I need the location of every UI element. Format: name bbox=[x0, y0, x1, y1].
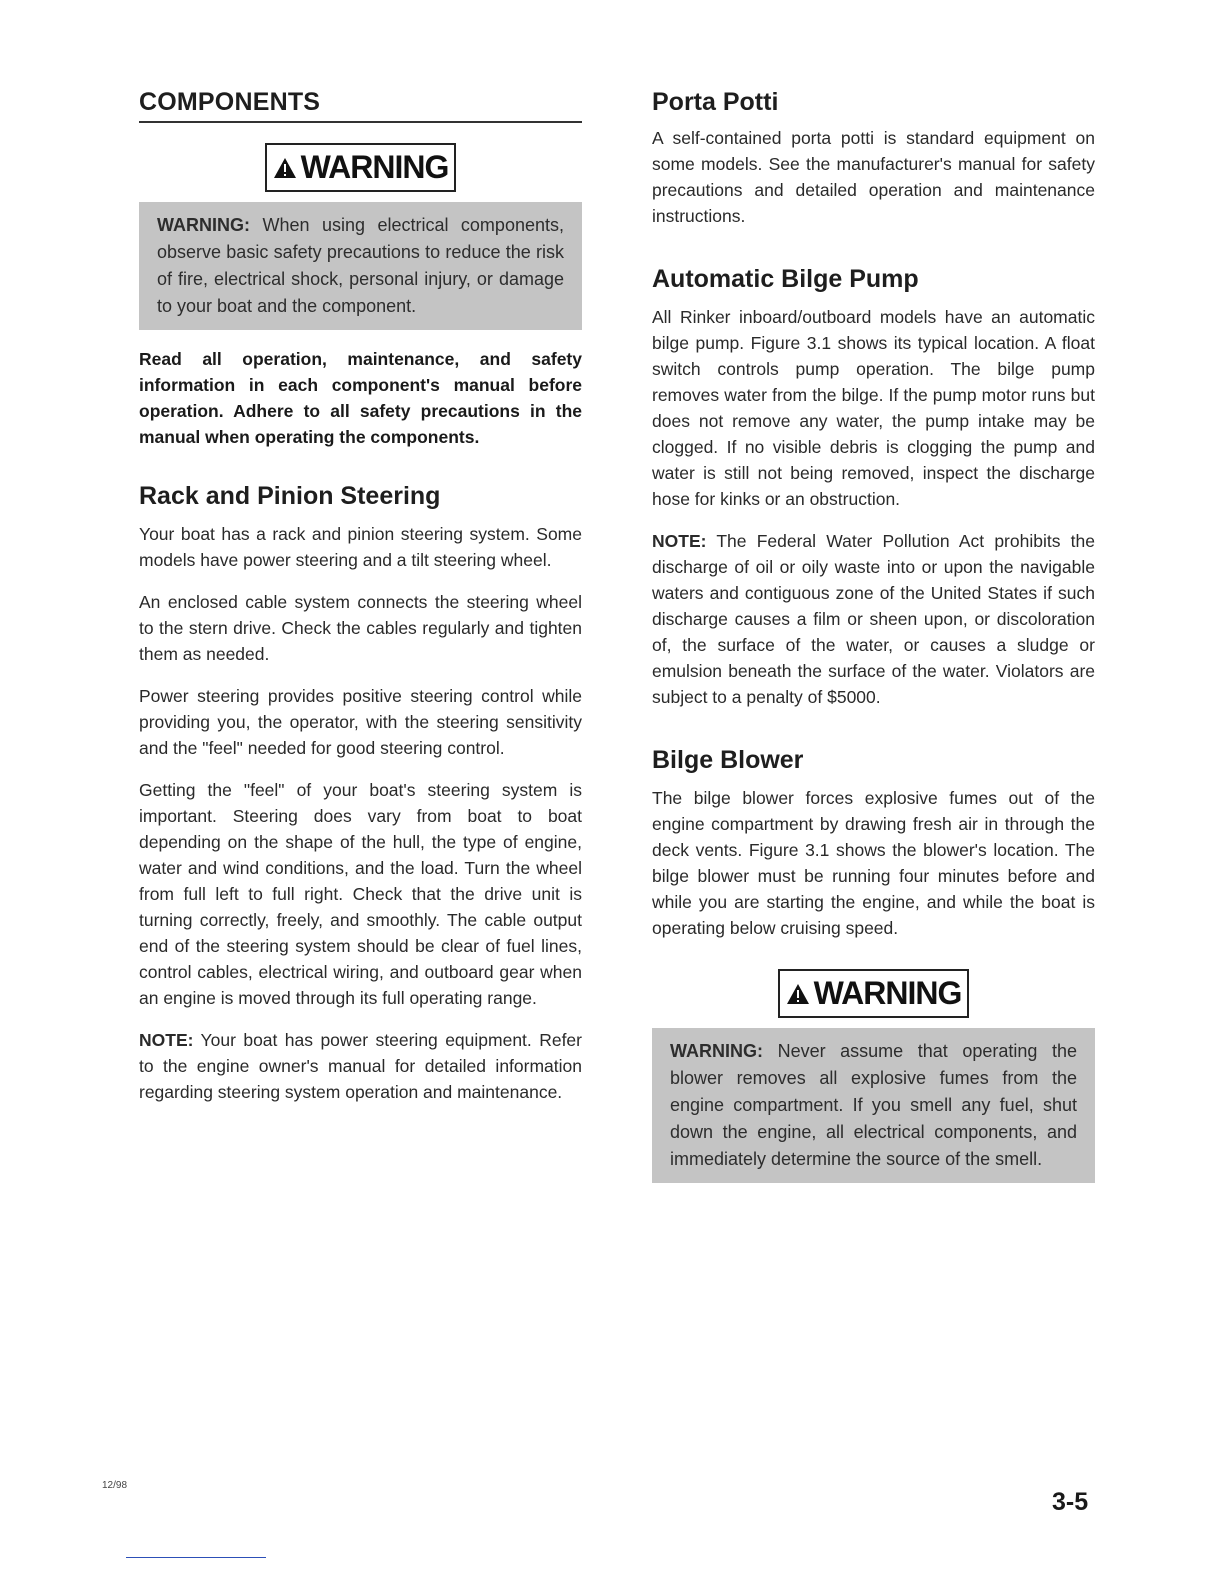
bilge-pump-paragraph: All Rinker inboard/outboard models have an automatic bilge pump. Figure 3.1 shows its typical location. A float switch controls pump operation. The bilge pump removes water from the bilge. If the pump motor runs but does not remove any water, the pump intake may be clogged. If no visible debris is clogging the pump and water is still not being removed, inspect the discharge hose for kinks or an obstruction. bbox=[652, 307, 1095, 509]
warning-badge-row bbox=[652, 969, 1095, 1018]
bottom-rule bbox=[126, 1557, 266, 1558]
rack-pinion-heading: Rack and Pinion Steering bbox=[139, 482, 441, 510]
warning-text: Never assume that operating the blower removes all explosive fumes from the engine compartment. If you smell any fuel, shut down the engine, all electrical components, and immediately determine the source of the smell. bbox=[670, 1041, 1077, 1169]
rack-pinion-paragraph: An enclosed cable system connects the steering wheel to the stern drive. Check the cables regularly and tighten them as needed. bbox=[139, 592, 582, 664]
note-text: Your boat has power steering equipment. Refer to the engine owner's manual for detailed information regarding steering system operation and maintenance. bbox=[139, 1030, 582, 1102]
warning-label: WARNING: bbox=[670, 1041, 763, 1061]
porta-potti-heading: Porta Potti bbox=[652, 88, 779, 116]
steering-note bbox=[139, 1027, 582, 1105]
rack-pinion-paragraph: Your boat has a rack and pinion steering system. Some models have power steering and a tilt steering wheel. bbox=[139, 524, 582, 570]
rack-pinion-paragraph: Getting the "feel" of your boat's steering system is important. Steering does vary from boat to boat depending on the shape of the hull, the type of engine, water and wind conditions, and the load. Turn the wheel from full left to full right. Check that the drive unit is turning correctly, freely, and smoothly. The cable output end of the steering system should be clear of fuel lines, control cables, electrical wiring, and outboard gear when an engine is moved through its full operating range. bbox=[139, 780, 582, 1008]
pollution-note bbox=[652, 528, 1095, 710]
right-column bbox=[652, 88, 1095, 1183]
warning-label: WARNING: bbox=[157, 215, 250, 235]
warning-text: When using electrical components, observe basic safety precautions to reduce the risk of fire, electrical shock, personal injury, or damage to your boat and the component. bbox=[157, 215, 564, 316]
warning-badge-row bbox=[139, 143, 582, 192]
lead-paragraph: Read all operation, maintenance, and safety information in each component's manual before operation. Adhere to all safety precautions in the manual when operating the components. bbox=[139, 349, 582, 447]
note-label: NOTE: bbox=[139, 1030, 194, 1050]
warning-badge bbox=[265, 143, 457, 192]
warning-box bbox=[652, 1028, 1095, 1183]
bilge-pump-heading: Automatic Bilge Pump bbox=[652, 265, 919, 293]
warning-triangle-icon bbox=[273, 157, 297, 179]
warning-box bbox=[139, 202, 582, 330]
bilge-blower-heading: Bilge Blower bbox=[652, 746, 804, 774]
warning-badge-text: WARNING bbox=[300, 149, 449, 185]
left-column bbox=[139, 88, 582, 1121]
revision-date: 12/98 bbox=[102, 1480, 128, 1491]
rack-pinion-paragraph: Power steering provides positive steering control while providing you, the operator, with the steering sensitivity and the "feel" needed for good steering control. bbox=[139, 686, 582, 758]
warning-badge bbox=[778, 969, 970, 1018]
note-label: NOTE: bbox=[652, 531, 707, 551]
bilge-blower-paragraph: The bilge blower forces explosive fumes out of the engine compartment by drawing fresh air in through the deck vents. Figure 3.1 shows the blower's location. The bilge blower must be running four minutes before and while you are starting the engine, and while the boat is operating below cruising speed. bbox=[652, 788, 1095, 938]
page-number: 3-5 bbox=[1052, 1488, 1089, 1516]
warning-triangle-icon bbox=[786, 983, 810, 1005]
note-text: The Federal Water Pollution Act prohibits the discharge of oil or oily waste into or upon the navigable waters and contiguous zone of the United States if such discharge causes a film or sheen upon, or discoloration of, the surface of the water, or causes a sludge or emulsion beneath the surface of the water. Violators are subject to a penalty of $5000. bbox=[652, 531, 1095, 707]
porta-potti-paragraph: A self-contained porta potti is standard equipment on some models. See the manufacturer's manual for safety precautions and detailed operation and maintenance instructions. bbox=[652, 128, 1095, 226]
section-title: COMPONENTS bbox=[139, 88, 582, 123]
warning-badge-text: WARNING bbox=[813, 975, 962, 1011]
